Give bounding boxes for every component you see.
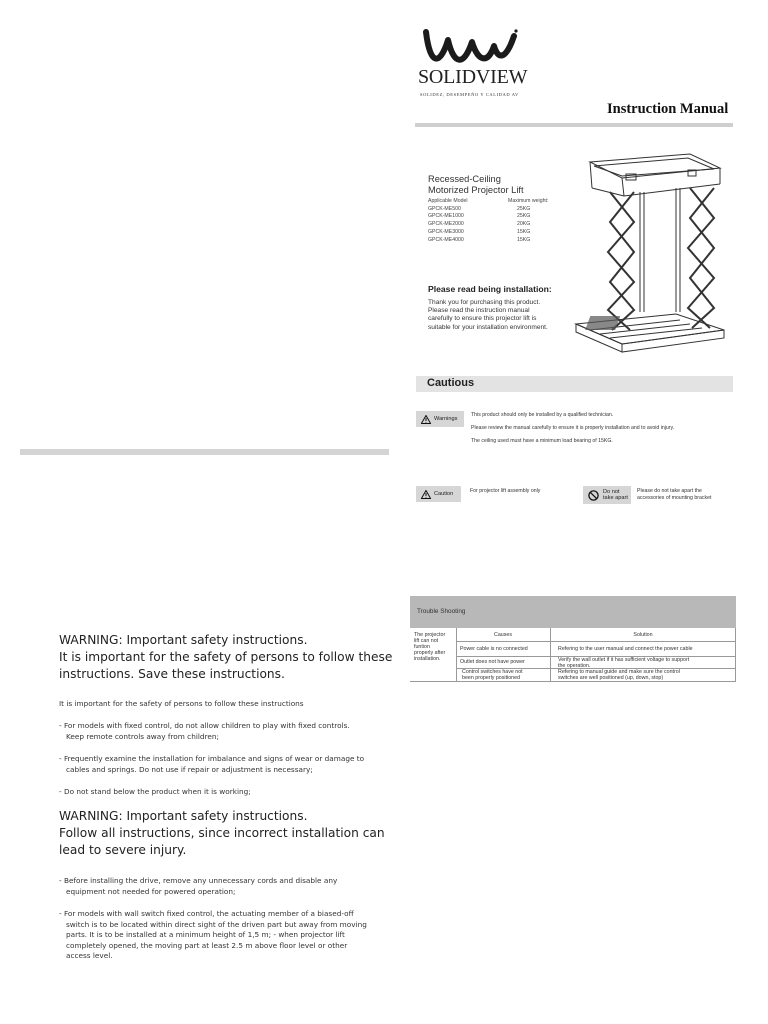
- trouble-shooting-title: Trouble Shooting: [417, 608, 466, 615]
- models-header: [428, 198, 558, 206]
- problem-line: funtion: [414, 644, 430, 650]
- solidview-logo-mark: [422, 26, 522, 68]
- bullet-line: - For models with wall switch fixed control, the actuating member of a biased-off: [59, 909, 354, 918]
- bullet-item: [59, 787, 251, 798]
- prohibited-icon: [588, 490, 599, 501]
- model-row: [428, 221, 558, 229]
- solution-cell: [558, 669, 680, 681]
- caution-label: Caution: [434, 491, 454, 497]
- read-body-line: carefully to ensure this projector lift is: [428, 315, 537, 323]
- warning-item: This product should only be installed by a qualified technician.: [471, 412, 614, 418]
- do-not-label-line: Do not: [603, 489, 620, 495]
- cause-cell: [462, 669, 523, 681]
- trouble-shooting-header: [410, 596, 736, 628]
- bullet-line: cables and springs. Do not use if repair or adjustment is necessary;: [66, 764, 313, 774]
- manual-title: Instruction Manual: [607, 101, 729, 117]
- warning-item: The ceiling used must have a minimum load bearing of 15KG.: [471, 438, 613, 444]
- solution-line: Verify the wall outlet if it has sufficient voltage to support: [558, 657, 690, 663]
- warning-line: It is important for the safety of persons to follow these: [59, 650, 393, 664]
- bullet-line: - Do not stand below the product when it is working;: [59, 787, 251, 796]
- problem-line: The projector: [414, 632, 446, 638]
- product-title: [428, 174, 524, 195]
- warning-line: instructions. Save these instructions.: [59, 667, 285, 681]
- table-line: [410, 681, 736, 682]
- bullet-item: [59, 909, 367, 962]
- read-body: [428, 299, 548, 332]
- model-weight: 20KG: [517, 221, 531, 228]
- warnings-label: Warnings: [434, 416, 458, 422]
- read-body-line: Thank you for purchasing this product.: [428, 299, 541, 306]
- model-weight: 15KG: [517, 236, 531, 243]
- brand-name: SOLIDVIEW: [418, 66, 528, 88]
- cautious-title: Cautious: [427, 377, 475, 389]
- bullet-item: [59, 754, 364, 775]
- model-row: [428, 229, 558, 237]
- bullet-item: [59, 721, 350, 742]
- do-not-label: [603, 489, 628, 501]
- problem-line: installation.: [414, 656, 441, 662]
- warning-heading-2: [59, 808, 385, 859]
- cautious-bar: [416, 376, 733, 392]
- models-header-model: Applicable Model: [428, 198, 468, 204]
- warning-line: Follow all instructions, since incorrect installation can: [59, 826, 385, 840]
- causes-header: Causes: [494, 632, 512, 638]
- model-weight: 25KG: [517, 205, 531, 212]
- model-row: [428, 206, 558, 214]
- caution-badge: [416, 486, 461, 502]
- warning-line: WARNING: Important safety instructions.: [59, 809, 308, 823]
- cause-cell: Power cable is no connected: [460, 646, 528, 652]
- product-title-line: Motorized Projector Lift: [428, 184, 524, 195]
- brand-tagline: SOLIDEZ, DESEMPEÑO Y CALIDAD AV: [420, 92, 519, 97]
- read-title: Please read being installation:: [428, 284, 552, 294]
- cause-line: Control switches have not: [462, 669, 523, 675]
- model-row: [428, 237, 558, 245]
- cause-line: been properly positioned: [462, 675, 521, 681]
- solution-line: Refering to manual guide and make sure the control: [558, 669, 680, 675]
- do-not-text-line: accessories of mounting bracket: [637, 495, 712, 501]
- model-name: GPCK-ME3000: [428, 228, 464, 235]
- read-body-line: Please read the instruction manual: [428, 307, 530, 315]
- model-name: GPCK-ME2000: [428, 221, 464, 228]
- warning-item: Please review the manual carefully to ensure it is properly installation and to avoid injury.: [471, 425, 675, 431]
- trouble-shooting-table: [410, 628, 736, 682]
- do-not-label-line: take apart: [603, 495, 628, 501]
- model-weight: 25KG: [517, 213, 531, 220]
- read-body-line: suitable for your installation environment.: [428, 323, 548, 331]
- bullet-line: Keep remote controls away from children;: [66, 731, 219, 741]
- warning-triangle-icon: [421, 490, 431, 499]
- table-line: [456, 641, 736, 642]
- warning-triangle-icon: [421, 415, 431, 424]
- warnings-badge: [416, 411, 464, 427]
- title-rule: [415, 123, 733, 127]
- solution-line: the operation.: [558, 663, 591, 669]
- models-table: [428, 198, 558, 244]
- projector-lift-illustration: [570, 152, 726, 364]
- bullet-line: access level.: [66, 951, 113, 960]
- left-divider: [20, 449, 389, 455]
- caution-text: For projector lift assembly only: [470, 488, 541, 494]
- do-not-text-line: Please do not take apart the: [637, 488, 702, 494]
- model-name: GPCK-ME4000: [428, 236, 464, 243]
- bullet-line: switch is to be located within direct sight of the driven part but away from moving: [66, 919, 367, 929]
- model-name: GPCK-ME1000: [428, 213, 464, 220]
- bullet-line: completely opened, the moving part at least 2.5 m above floor level or other: [66, 940, 348, 950]
- warnings-list: [471, 412, 674, 445]
- warning-line: WARNING: Important safety instructions.: [59, 633, 308, 647]
- product-title-line: Recessed-Ceiling: [428, 174, 501, 184]
- bullet-line: - Before installing the drive, remove any unnecessary cords and disable any: [59, 876, 338, 885]
- model-weight: 15KG: [517, 228, 531, 235]
- solution-cell: Refering to the user manual and connect the power cable: [558, 646, 693, 652]
- model-row: [428, 213, 558, 221]
- models-header-weight: Maximum weight:: [508, 198, 549, 204]
- bullet-line: parts. It is to be installed at a minimum height of 1,5 m; - when projector lift: [66, 930, 345, 939]
- bullet-line: - For models with fixed control, do not allow children to play with fixed controls.: [59, 721, 350, 730]
- do-not-text: [637, 488, 711, 502]
- model-name: GPCK-ME500: [428, 205, 461, 212]
- safety-intro: It is important for the safety of persons to follow these instructions: [59, 699, 304, 708]
- bullet-line: equipment not needed for powered operation;: [66, 886, 236, 896]
- bullet-line: - Frequently examine the installation for imbalance and signs of wear or damage to: [59, 754, 365, 763]
- solution-header: Solution: [633, 632, 653, 638]
- problem-cell: [414, 632, 445, 662]
- warning-line: lead to severe injury.: [59, 843, 187, 857]
- solution-cell: [558, 657, 689, 669]
- problem-line: lift can not: [414, 638, 439, 644]
- bullet-item: [59, 876, 337, 897]
- problem-line: properly after: [414, 650, 446, 656]
- do-not-badge: [583, 486, 631, 504]
- warning-heading-1: [59, 632, 392, 683]
- cause-cell: Outlet does not have power: [460, 659, 525, 665]
- solution-line: switches are well positioned (up, down, stop): [558, 675, 664, 681]
